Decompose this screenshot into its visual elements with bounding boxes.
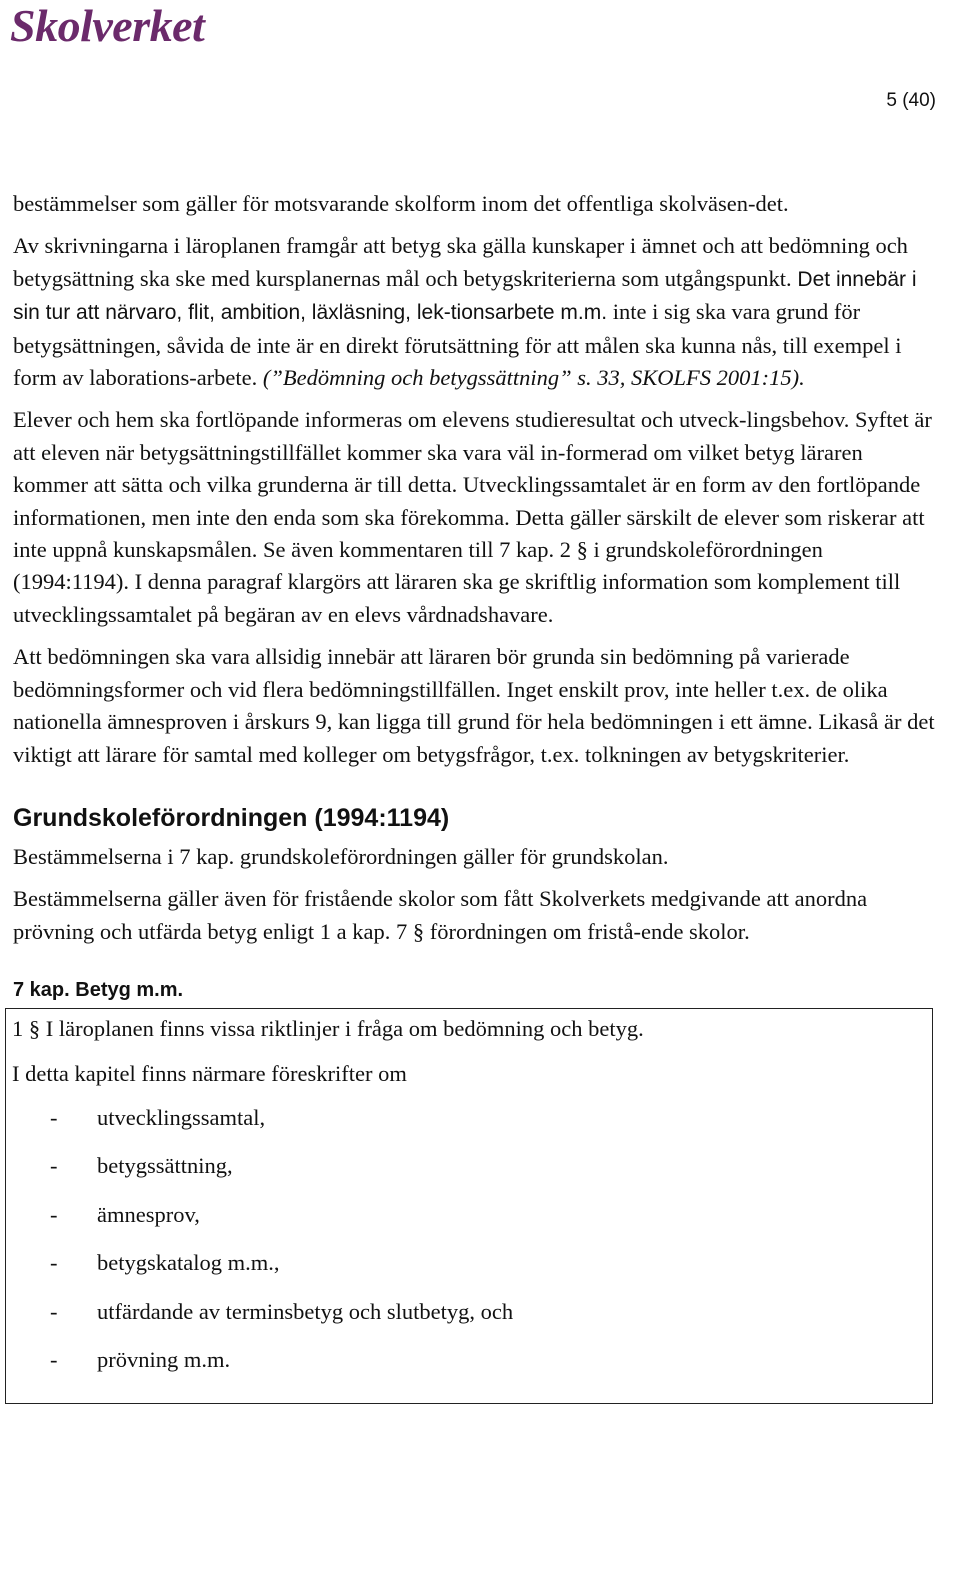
paragraph-2-part-b: Det innebär i sin tur att närvaro, flit, ambition, läxläsning, lek-tionsarbete m.m. (13, 267, 917, 325)
dash-marker: - (50, 1104, 58, 1130)
page-number: 5 (40) (886, 90, 936, 111)
list-item-text: utvecklingssamtal, (97, 1104, 266, 1130)
paragraph-2-part-c: inte i sig ska vara grund för betygsättningen, såvida de inte är en direkt förutsättning för att målen ska kunna nås, till exempel i form av laborations-arbete. (13, 299, 902, 391)
box-line-2: I detta kapitel finns närmare föreskrifter om (12, 1060, 407, 1086)
dash-marker: - (50, 1347, 58, 1373)
list-item (12, 1344, 926, 1376)
list-item-text: utfärdande av terminsbetyg och slutbetyg, och (97, 1298, 514, 1324)
section-paragraph-2: Bestämmelserna gäller även för fristående skolor som fått Skolverkets medgivande att anordna prövning och utfärda betyg enligt 1 a kap. 7 § förordningen om fristå-ende skolor. (13, 886, 868, 944)
list-item-text: ämnesprov, (97, 1201, 200, 1227)
paragraph-4: Att bedömningen ska vara allsidig innebär att läraren bör grunda sin bedömning på varierade bedömningsformer och vid flera bedömningstillfällen. Inget enskilt prov, inte heller t.ex. de olika nationella ämnesproven i årskurs 9, kan ligga till grund för hela bedömningen i ett ämne. Likaså är det viktigt att lärare för samtal med kolleger om betygsfrågor, t.ex. tolkningen av betygskriterier. (13, 644, 935, 767)
dash-marker: - (50, 1250, 58, 1276)
dash-marker: - (50, 1298, 58, 1324)
list-item-text: prövning m.m. (97, 1347, 231, 1373)
regulation-list (12, 1102, 926, 1377)
dash-marker: - (50, 1153, 58, 1179)
document-body (13, 188, 943, 1404)
list-item-text: betygssättning, (97, 1153, 233, 1179)
paragraph-2-part-a: Av skrivningarna i läroplanen framgår att betyg ska gälla kunskaper i ämnet och att bedömning och betygsättning ska ske med kursplanernas mål och betygskriterierna som utgångspunkt. (13, 233, 908, 291)
box-line-1: 1 § I läroplanen finns vissa riktlinjer i fråga om bedömning och betyg. (12, 1016, 644, 1042)
paragraph-2-citation: (”Bedömning och betygssättning” s. 33, SKOLFS 2001:15). (262, 365, 805, 391)
list-item-text: betygskatalog m.m., (97, 1250, 280, 1276)
paragraph-2 (13, 230, 943, 394)
skolverket-logo: Skolverket (10, 0, 205, 51)
chapter-heading: 7 kap. Betyg m.m. (13, 979, 184, 1002)
list-item (12, 1150, 926, 1182)
list-item (12, 1247, 926, 1279)
list-item (12, 1296, 926, 1328)
list-item (12, 1102, 926, 1134)
section-paragraph-1: Bestämmelserna i 7 kap. grundskoleförordningen gäller för grundskolan. (13, 843, 669, 869)
paragraph-3: Elever och hem ska fortlöpande informeras om elevens studieresultat och utveck-lingsbehov. Syftet är att eleven när betygsättningstillfället kommer ska vara väl in-formerad om vilket betyg läraren kommer att sätta och vilka grunderna är till detta. Utvecklingssamtalet är en form av den fortlöpande informationen, men inte den enda som ska förekomma. Detta gäller särskilt de elever som riskerar att inte uppnå kunskapsmålen. Se även kommentaren till 7 kap. 2 § i grundskoleförordningen (1994:1194). I denna paragraf klargörs att läraren ska ge skriftlig information som komplement till utvecklingssamtalet på begäran av en elevs vårdnadshavare. (13, 407, 932, 627)
regulation-box (5, 1008, 933, 1404)
dash-marker: - (50, 1201, 58, 1227)
list-item (12, 1199, 926, 1231)
section-heading: Grundskoleförordningen (1994:1194) (13, 803, 450, 832)
paragraph-1: bestämmelser som gäller för motsvarande skolform inom det offentliga skolväsen-det. (13, 191, 789, 216)
